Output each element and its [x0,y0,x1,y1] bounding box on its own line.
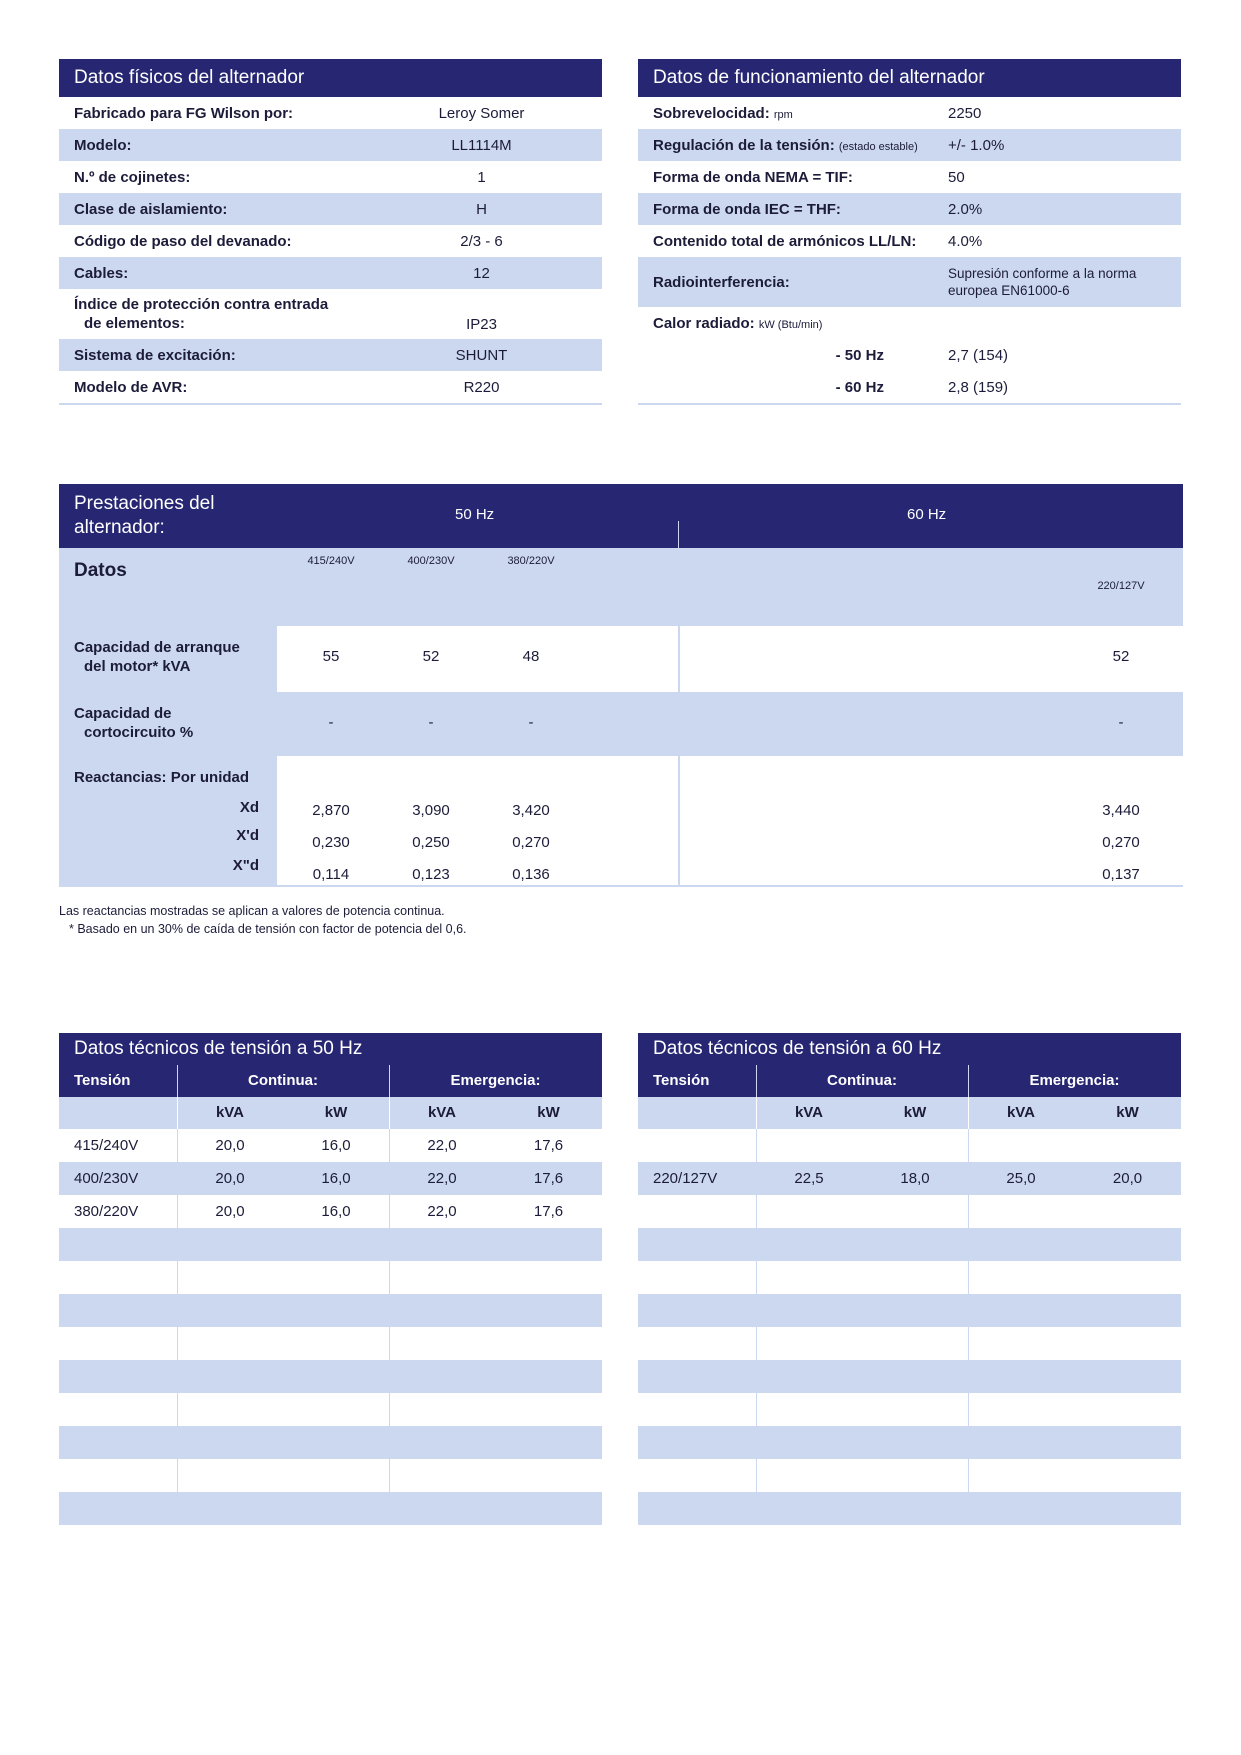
voltage-60hz-title: Datos técnicos de tensión a 60 Hz [638,1033,1181,1065]
xd-value: 3,440 [1102,802,1140,819]
xd-value: 2,870 [312,802,350,819]
row-value: 2,8 (159) [948,378,1009,396]
table-header [638,1065,1181,1097]
xpd-label: X'd [236,827,259,844]
operating-data-title: Datos de funcionamiento del alternador [638,59,1181,97]
row-value: +/- 1.0% [948,136,1005,154]
operating-row-heat-60 [638,371,1181,403]
xpd-value: 0,270 [1102,834,1140,851]
row-value: 1 [477,168,486,186]
operating-row-iec [638,193,1181,225]
table-row-empty [59,1459,602,1492]
physical-row-bearings [59,161,602,193]
xppd-value: 0,136 [512,866,550,883]
col-kva: kVA [794,1104,824,1121]
row-label: Forma de onda IEC = THF: [653,200,841,218]
xppd-value: 0,137 [1102,866,1140,883]
footnote: * Basado en un 30% de caída de tensión con factor de potencia del 0,6. [69,922,467,936]
unit: kW (Btu/min) [758,318,823,331]
table-row-empty [59,1492,602,1525]
voltage-header: 415/240V [307,555,355,567]
datos-label: Datos [74,560,127,581]
col-kw: kW [1116,1104,1139,1121]
row-value: 50 [948,168,965,186]
table-row-empty [59,1294,602,1327]
table-row-empty [638,1228,1181,1261]
row-value: Leroy Somer [438,104,525,122]
row-value: 2.0% [948,200,983,218]
divider [678,548,680,885]
table-subheader [638,1097,1181,1129]
physical-row-excitation [59,339,602,371]
row-label: Modelo de AVR: [74,378,188,396]
col-kw: kW [324,1104,348,1121]
row-label: Clase de aislamiento: [74,200,228,218]
note: (estado estable) [838,140,918,153]
physical-row-manufacturer [59,97,602,129]
divider [638,403,1181,405]
row-label: Sobrevelocidad: rpm [653,104,793,122]
xpd-value: 0,230 [312,834,350,851]
row-value: 4.0% [948,232,983,250]
row-value: R220 [463,378,500,396]
row-label: Fabricado para FG Wilson por: [74,104,294,122]
short-circuit-label: Capacidad de cortocircuito % [74,705,194,741]
row-label-line1: Índice de protección contra entrada [74,296,329,313]
table-row-empty [638,1492,1181,1525]
short-circuit-value: - [328,714,334,731]
reactances-label: Reactancias: Por unidad [74,769,250,786]
physical-data-panel [59,59,602,405]
row-label: Radiointerferencia: [653,273,790,291]
table-row-empty [59,1327,602,1360]
col-kva: kVA [215,1104,245,1121]
operating-row-overspeed [638,97,1181,129]
operating-row-heat [638,307,1181,339]
table-row-empty [59,1426,602,1459]
xd-label: Xd [239,799,259,816]
header-50hz: 50 Hz [455,506,495,523]
row-label: Cables: [74,264,129,282]
col-kw: kW [903,1104,927,1121]
table-row-empty [638,1360,1181,1393]
physical-row-avr [59,371,602,403]
voltage-60hz-table [638,1033,1181,1525]
col-tension: Tensión [74,1072,131,1089]
divider [59,403,602,405]
performance-table [59,484,1183,887]
row-label: Regulación de la tensión: (estado estable) [653,136,918,154]
row-value: 2250 [948,104,982,122]
physical-row-insulation [59,193,602,225]
col-kw: kW [537,1104,560,1121]
xd-value: 3,090 [412,802,450,819]
col-continuous: Continua: [248,1072,318,1089]
table-row-empty [59,1261,602,1294]
row-value: LL1114M [451,136,512,154]
table-subheader [59,1097,602,1129]
row-value: H [476,200,487,218]
footnote: Las reactancias mostradas se aplican a valores de potencia continua. [59,904,445,918]
row-value: 12 [473,264,490,282]
xppd-value: 0,114 [312,866,350,883]
xppd-value: 0,123 [412,866,450,883]
short-circuit-value: - [528,714,534,731]
divider [678,521,679,548]
voltage-header: 400/230V [407,555,455,567]
table-row-empty [59,1228,602,1261]
voltage-header: 380/220V [507,555,555,567]
col-kva: kVA [427,1104,457,1121]
operating-row-radio [638,257,1181,307]
row-label: Calor radiado: kW (Btu/min) [653,314,823,332]
table-row [638,1129,1181,1162]
operating-row-nema [638,161,1181,193]
table-row: 220/127V 22,5 18,0 25,0 20,0 [638,1162,1181,1195]
col-kva: kVA [1006,1104,1036,1121]
physical-row-winding-pitch [59,225,602,257]
row-label [59,295,328,333]
row-value: SHUNT [455,346,508,364]
row-label: Contenido total de armónicos LL/LN: [653,232,917,250]
col-continuous: Continua: [827,1072,897,1089]
table-row-empty [638,1393,1181,1426]
physical-row-leads [59,257,602,289]
row-value: 2/3 - 6 [460,232,503,250]
voltage-header: 220/127V [1097,580,1145,592]
operating-row-harmonics [638,225,1181,257]
xd-value: 3,420 [512,802,550,819]
short-circuit-value: - [1118,714,1124,731]
operating-row-heat-50 [638,339,1181,371]
table-header [59,1065,602,1097]
row-label-line2: de elementos: [84,315,185,332]
col-tension: Tensión [653,1072,710,1089]
table-row-empty [638,1327,1181,1360]
row-value: IP23 [466,316,497,333]
physical-data-title: Datos físicos del alternador [59,59,602,97]
table-row [638,1195,1181,1228]
col-emergency: Emergencia: [1029,1072,1120,1089]
col-emergency: Emergencia: [450,1072,541,1089]
row-label: Código de paso del devanado: [74,232,292,250]
table-row-empty [59,1393,602,1426]
operating-row-regulation [638,129,1181,161]
row-label: - 50 Hz [835,346,884,364]
table-row-empty [638,1426,1181,1459]
voltage-50hz-title: Datos técnicos de tensión a 50 Hz [59,1033,602,1065]
table-row-empty [638,1459,1181,1492]
xpd-value: 0,270 [512,834,550,851]
xppd-label: X"d [232,857,259,874]
row-label: N.º de cojinetes: [74,168,191,186]
divider [59,885,1183,887]
row-label: Sistema de excitación: [74,346,236,364]
row-value: Supresión conforme a la norma europea EN61000-6 [948,266,1137,298]
row-label: Forma de onda NEMA = TIF: [653,168,853,186]
voltage-50hz-table [59,1033,602,1525]
operating-data-panel [638,59,1181,405]
table-row-empty [638,1294,1181,1327]
footnotes [59,902,467,938]
physical-row-protection [59,289,602,339]
row-label: Modelo: [74,136,132,154]
motor-start-label: Capacidad de arranque del motor* kVA [74,639,240,675]
unit: rpm [773,108,793,121]
table-row: 400/230V 20,0 16,0 22,0 17,6 [59,1162,602,1195]
short-circuit-value: - [428,714,434,731]
row-value: 2,7 (154) [948,346,1009,364]
table-row-empty [638,1261,1181,1294]
xpd-value: 0,250 [412,834,450,851]
header-60hz: 60 Hz [907,506,947,523]
table-row: 380/220V 20,0 16,0 22,0 17,6 [59,1195,602,1228]
performance-title: Prestaciones del alternador: [74,493,215,538]
physical-row-model [59,129,602,161]
row-label: - 60 Hz [835,378,884,396]
motor-start-value: 48 [522,648,540,665]
performance-header [59,484,1183,548]
motor-start-value: 52 [422,648,440,665]
motor-start-value: 55 [322,648,340,665]
motor-start-value: 52 [1112,648,1130,665]
table-row-empty [59,1360,602,1393]
table-row: 415/240V 20,0 16,0 22,0 17,6 [59,1129,602,1162]
